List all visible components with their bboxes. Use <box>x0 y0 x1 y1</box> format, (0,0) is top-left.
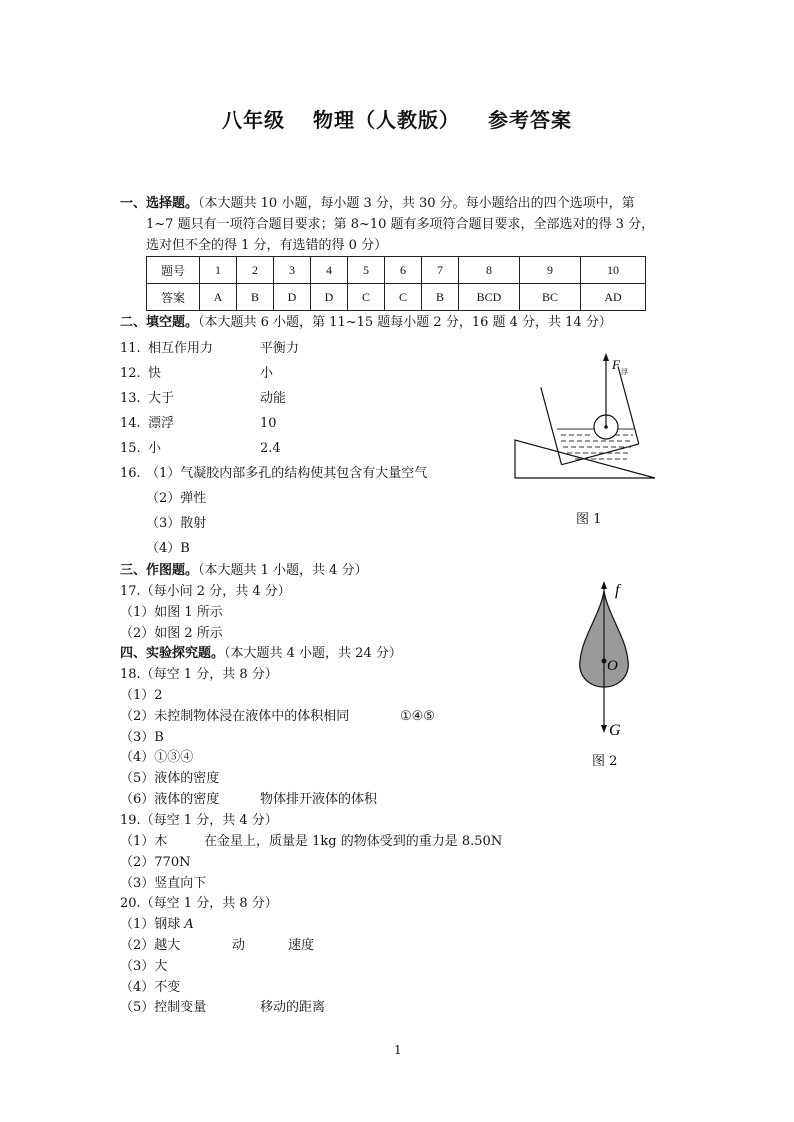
table-cell: 7 <box>422 257 459 284</box>
center-label: O <box>607 658 618 674</box>
sec3-line <box>120 563 368 579</box>
q18-part2a: （2）未控制物体浸在液体中的体积相同 <box>120 709 350 724</box>
q14-num: 14. <box>120 416 141 431</box>
page-number: 1 <box>394 1043 402 1057</box>
table-cell: C <box>348 284 385 311</box>
sec3-heading: 三、作图题。 <box>120 563 199 578</box>
figure-2-diagram <box>560 575 640 745</box>
table-cell: 10 <box>581 257 646 284</box>
q20-part5a: （5）控制变量 <box>120 1000 207 1015</box>
table-cell: B <box>237 284 274 311</box>
sec1-line1 <box>120 196 635 212</box>
sec1-desc1: （本大题共 10 小题，每小题 3 分，共 30 分。每小题给出的四个选项中，第 <box>198 196 635 211</box>
tilted-container <box>541 367 639 465</box>
q15-answer-a: 小 <box>148 441 162 456</box>
table-cell: BCD <box>459 284 520 311</box>
q20-part2b: 动 <box>232 938 246 953</box>
sec2-desc: （本大题共 6 小题，第 11~15 题每小题 2 分，16 题 4 分，共 14 分） <box>198 315 612 330</box>
q18-part1: （1）2 <box>120 688 163 703</box>
page-title <box>0 104 794 133</box>
table-cell: 9 <box>520 257 581 284</box>
center-point <box>602 659 607 664</box>
q17-part1: （1）如图 1 所示 <box>120 605 223 620</box>
q12-num: 12. <box>120 366 141 381</box>
q16-part2: （2）弹性 <box>146 491 207 506</box>
sec2-heading: 二、填空题。 <box>120 315 199 330</box>
q11-num: 11. <box>120 341 141 356</box>
q14-answer-b: 10 <box>260 416 277 431</box>
buoyancy-label: F <box>612 357 620 372</box>
q19-part1b: 在金星上，质量是 1kg 的物体受到的重力是 8.50N <box>204 834 503 849</box>
q15-answer-b: 2.4 <box>260 441 281 456</box>
q18-part6b: 物体排开液体的体积 <box>260 792 378 807</box>
q18-part5: （5）液体的密度 <box>120 771 220 786</box>
q20-part1b: A <box>184 917 194 932</box>
q16-part4: （4）B <box>146 541 190 556</box>
q16-num: 16. <box>120 466 141 481</box>
table-cell: B <box>422 284 459 311</box>
q12-answer-b: 小 <box>260 366 274 381</box>
q14-answer-a: 漂浮 <box>148 416 175 431</box>
title-doc: 参考答案 <box>487 108 572 132</box>
table-cell: 4 <box>311 257 348 284</box>
sec1-desc3: 选对但不全的得 1 分，有选错的得 0 分） <box>146 238 388 253</box>
q20-part2a: （2）越大 <box>120 938 181 953</box>
q19-part3: （3）竖直向下 <box>120 876 207 891</box>
table-cell: 6 <box>385 257 422 284</box>
table-cell: 8 <box>459 257 520 284</box>
table-header-label: 答案 <box>147 284 200 311</box>
answer-table <box>146 256 646 311</box>
sec4-line <box>120 646 402 662</box>
sec1-heading: 一、选择题。 <box>120 196 199 211</box>
sec2-line <box>120 315 612 331</box>
sec4-heading: 四、实验探究题。 <box>120 646 225 661</box>
q13-num: 13. <box>120 391 141 406</box>
table-header-label: 题号 <box>147 257 200 284</box>
q18-part3: （3）B <box>120 730 164 745</box>
q20-part2c: 速度 <box>288 938 315 953</box>
q13-answer-a: 大于 <box>148 391 175 406</box>
q18-part2b: ①④⑤ <box>400 709 435 724</box>
table-cell: 5 <box>348 257 385 284</box>
q13-answer-b: 动能 <box>260 391 287 406</box>
q20-part3: （3）大 <box>120 959 168 974</box>
table-cell: C <box>385 284 422 311</box>
table-cell: D <box>274 284 311 311</box>
q18-line: 18.（每空 1 分，共 8 分） <box>120 667 278 682</box>
table-cell: BC <box>520 284 581 311</box>
q11-answer-b: 平衡力 <box>260 341 300 356</box>
q16-part3: （3）散射 <box>146 516 207 531</box>
q17-line: 17.（每小问 2 分，共 4 分） <box>120 584 291 599</box>
friction-label: f <box>615 582 620 599</box>
q20-part4: （4）不变 <box>120 980 181 995</box>
sec1-desc2: 1~7 题只有一项符合题目要求；第 8~10 题有多项符合题目要求，全部选对的得 3 分， <box>146 217 655 232</box>
sec3-desc: （本大题共 1 小题，共 4 分） <box>198 563 368 578</box>
q20-line: 20.（每空 1 分，共 8 分） <box>120 896 278 911</box>
table-row-numbers <box>147 257 646 284</box>
figure-1-diagram <box>505 345 660 485</box>
sec4-desc: （本大题共 4 小题，共 24 分） <box>224 646 402 661</box>
table-cell: AD <box>581 284 646 311</box>
q19-line: 19.（每空 1 分，共 4 分） <box>120 813 278 828</box>
title-grade: 八年级 <box>222 108 286 132</box>
q20-part1a: （1）钢球 <box>120 917 185 932</box>
title-subject: 物理（人教版） <box>313 108 460 132</box>
table-cell: A <box>200 284 237 311</box>
q20-part5b: 移动的距离 <box>260 1000 326 1015</box>
table-cell: 1 <box>200 257 237 284</box>
q12-answer-a: 快 <box>148 366 162 381</box>
q20-part1 <box>120 917 194 933</box>
table-cell: 3 <box>274 257 311 284</box>
q19-part1a: （1）木 <box>120 834 168 849</box>
table-cell: 2 <box>237 257 274 284</box>
q17-part2: （2）如图 2 所示 <box>120 626 223 641</box>
buoyancy-subscript: 浮 <box>621 368 628 376</box>
figure-1-caption: 图 1 <box>576 512 602 527</box>
q19-part2: （2）770N <box>120 855 191 870</box>
q18-part6a: （6）液体的密度 <box>120 792 220 807</box>
gravity-label: G <box>609 722 621 739</box>
table-row-answers <box>147 284 646 311</box>
q16-part1: （1）气凝胶内部多孔的结构使其包含有大量空气 <box>146 466 428 481</box>
table-cell: D <box>311 284 348 311</box>
q18-part4: （4）①③④ <box>120 750 194 765</box>
figure-2-caption: 图 2 <box>592 754 618 769</box>
q15-num: 15. <box>120 441 141 456</box>
q11-answer-a: 相互作用力 <box>148 341 214 356</box>
